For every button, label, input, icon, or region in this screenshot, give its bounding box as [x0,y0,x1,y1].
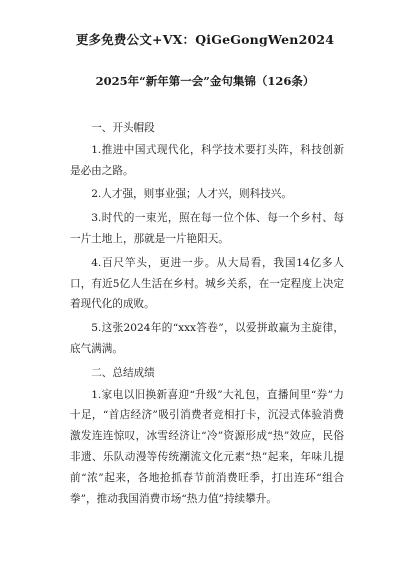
paragraph: 5.这张2024年的“xxx答卷”，以爱拼敢赢为主旋律，底气满满。 [70,322,344,355]
paragraph: 4.百尺竿头，更进一步。从大局看，我国14亿多人口，有近5亿人生活在乡村。城乡关系，在一定程度上决定着现代化的成败。 [70,256,344,311]
paragraph: 1.推进中国式现代化，科学技术要打头阵，科技创新是必由之路。 [70,143,344,177]
document-body [70,118,344,512]
paragraph: 1.家电以旧换新喜迎“升级”大礼包，直播间里“券”力十足，“首店经济”吸引消费者竞相打卡，沉浸式体验消费激发连连惊叹，冰雪经济让“冷”资源形成“热”效应，民俗非遗、乐队动漫等传统潮流文化元素“热”起来，年味儿提前“浓”起来，各地抢抓春节前消费旺季，打出连环“组合拳”，推动我国消费市场“热力值”持续攀升。 [70,388,344,505]
paragraph: 2.人才强，则事业强；人才兴，则科技兴。 [91,188,292,201]
document-title: 2025年“新年第一会”金句集锦（126条） [95,74,315,88]
paragraph: 3.时代的一束光，照在每一位个体、每一个乡村、每一片土地上，那就是一片艳阳天。 [70,212,344,245]
section-heading: 二、总结成绩 [91,366,155,379]
promo-banner: 更多免费公文+VX：QiGeGongWen2024 [75,32,335,47]
section-heading: 一、开头帽段 [91,122,155,134]
